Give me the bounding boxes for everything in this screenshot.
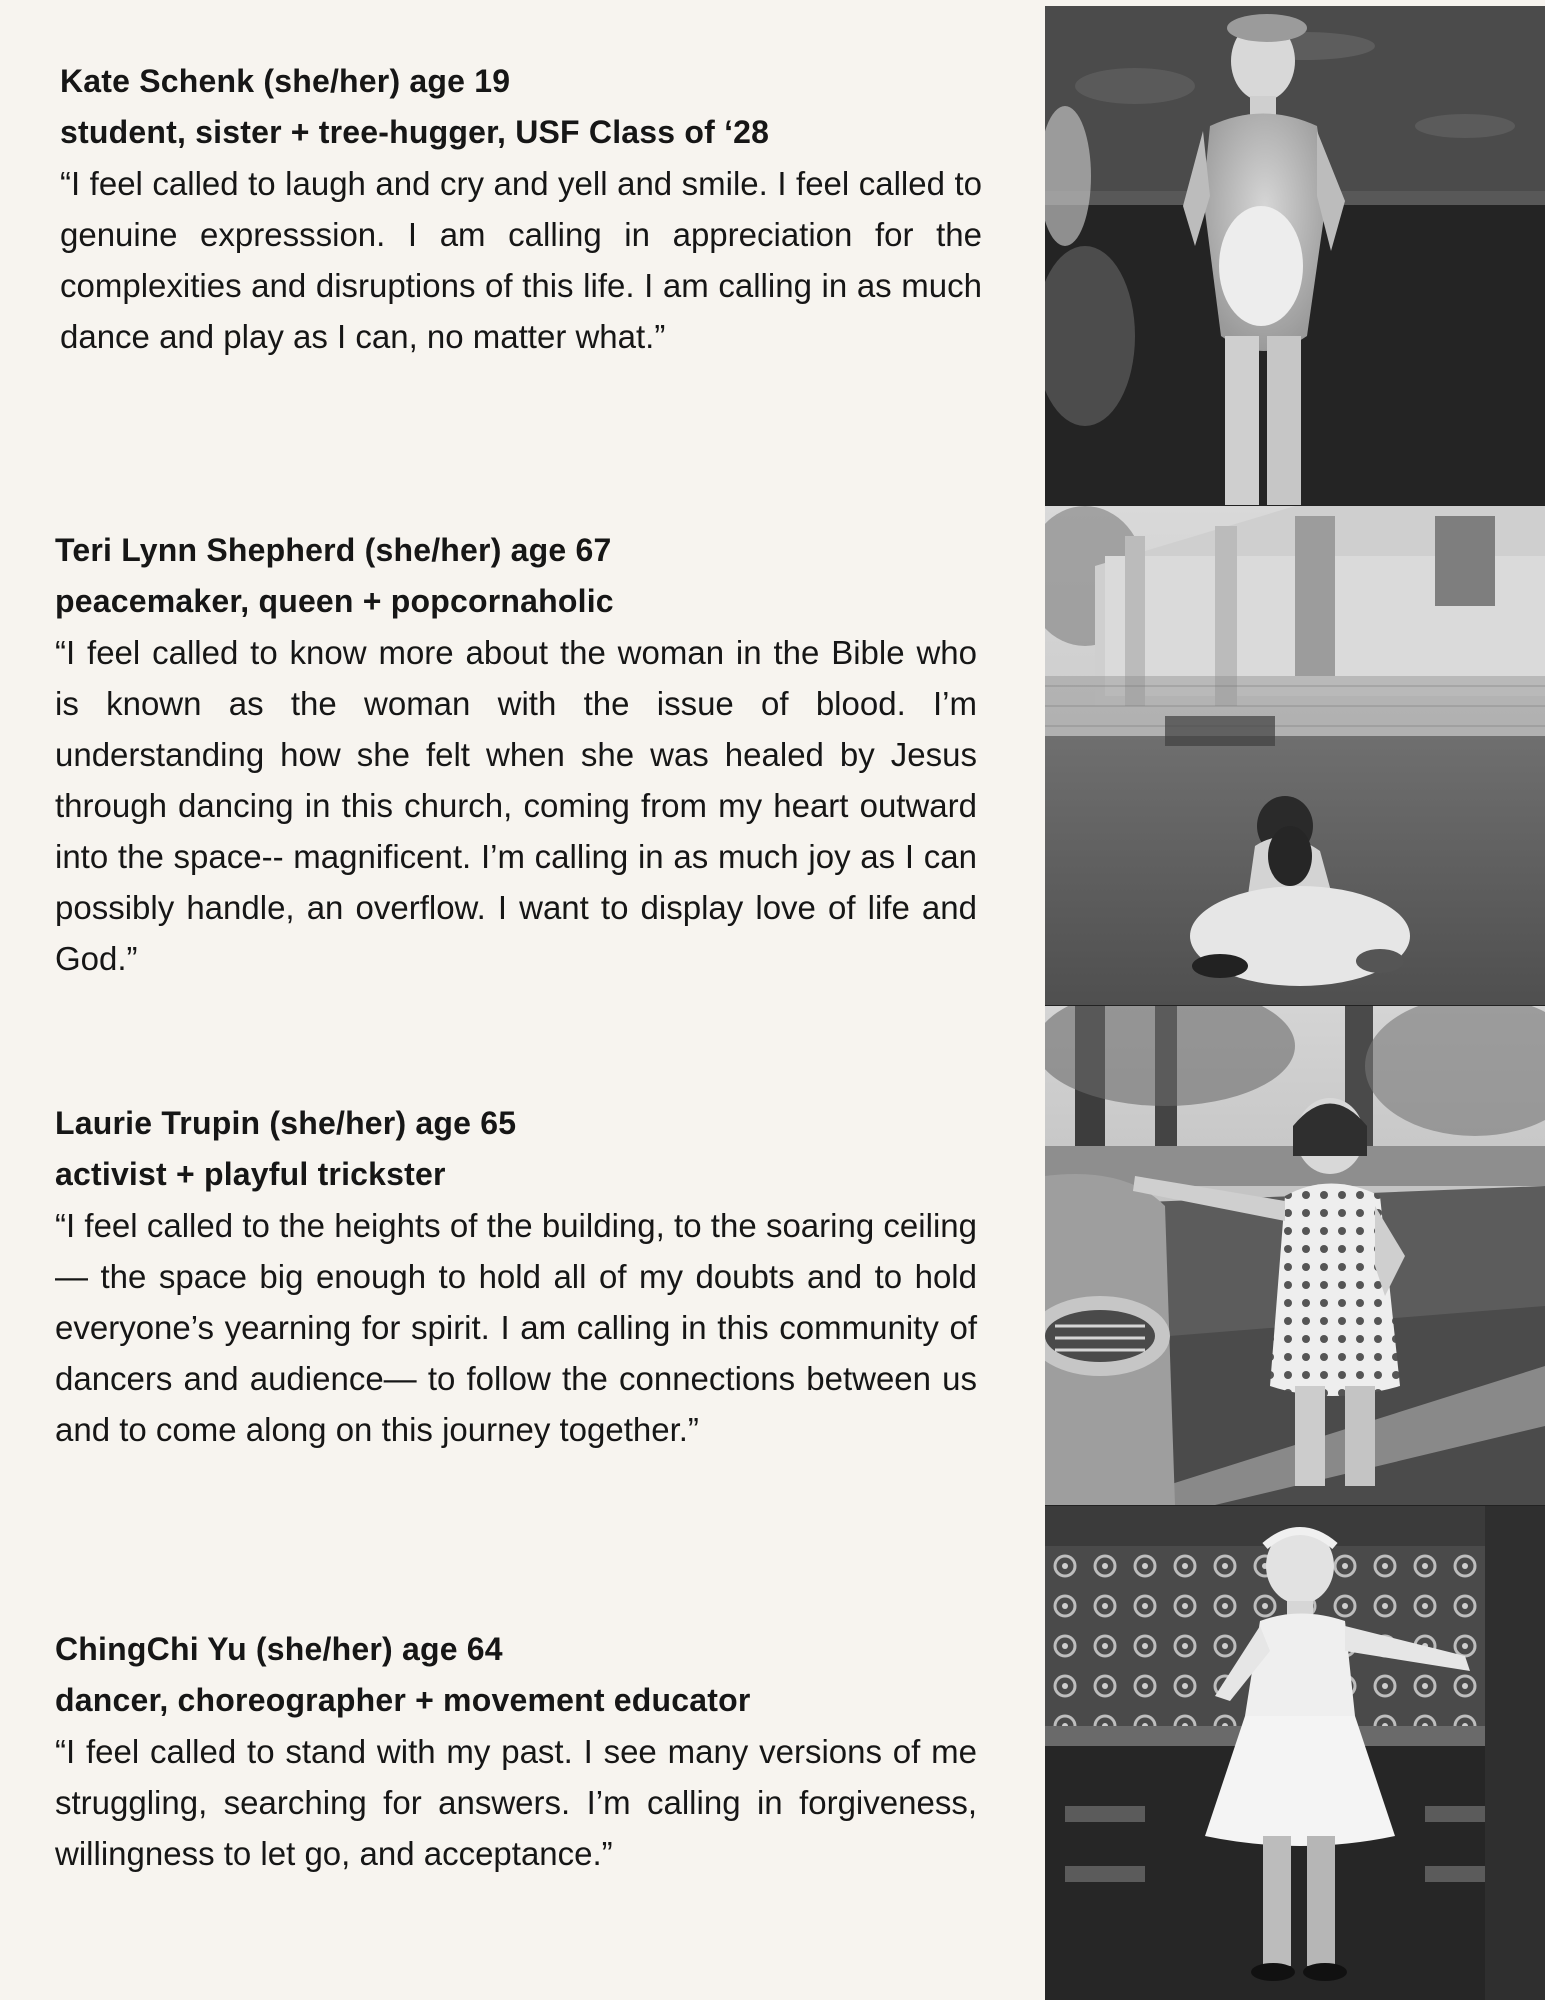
photo-strip bbox=[1045, 6, 1545, 2000]
profile-chingchi-yu bbox=[55, 1624, 977, 1879]
profile-roles: dancer, choreographer + movement educator bbox=[55, 1682, 751, 1718]
photo-teri-lynn-childhood bbox=[1045, 506, 1545, 1005]
profile-roles: student, sister + tree-hugger, USF Class of ‘28 bbox=[60, 114, 770, 150]
profile-quote: “I feel called to laugh and cry and yell and smile. I feel called to genuine expresssion. I am calling in appreciation for the complexities and disruptions of this life. I am calling in as much dance and play as I can, no matter what.” bbox=[60, 165, 982, 355]
profile-roles: activist + playful trickster bbox=[55, 1156, 446, 1192]
profile-roles: peacemaker, queen + popcornaholic bbox=[55, 583, 614, 619]
profile-kate-schenk bbox=[60, 56, 982, 362]
profile-quote: “I feel called to the heights of the building, to the soaring ceiling — the space big enough to hold all of my doubts and to hold everyone’s yearning for spirit. I am calling in this community of dancers and audience— to follow the connections between us and to come along on this journey together.” bbox=[55, 1207, 977, 1448]
profile-quote: “I feel called to stand with my past. I see many versions of me struggling, searching for answers. I’m calling in forgiveness, willingness to let go, and acceptance.” bbox=[55, 1733, 977, 1872]
profile-quote: “I feel called to know more about the woman in the Bible who is known as the woman with the issue of blood. I’m understanding how she felt when she was healed by Jesus through dancing in this church, coming from my heart outward into the space-- magnificent. I’m calling in as much joy as I can possibly handle, an overflow. I want to display love of life and God.” bbox=[55, 634, 977, 977]
photo-kate-childhood bbox=[1045, 6, 1545, 505]
profile-name: Kate Schenk (she/her) age 19 bbox=[60, 63, 511, 99]
profile-name: Teri Lynn Shepherd (she/her) age 67 bbox=[55, 532, 612, 568]
photo-chingchi-childhood bbox=[1045, 1506, 1545, 2000]
profile-teri-lynn-shepherd bbox=[55, 525, 977, 984]
profile-name: ChingChi Yu (she/her) age 64 bbox=[55, 1631, 503, 1667]
profile-name: Laurie Trupin (she/her) age 65 bbox=[55, 1105, 517, 1141]
photo-laurie-childhood bbox=[1045, 1006, 1545, 1505]
profile-laurie-trupin bbox=[55, 1098, 977, 1455]
